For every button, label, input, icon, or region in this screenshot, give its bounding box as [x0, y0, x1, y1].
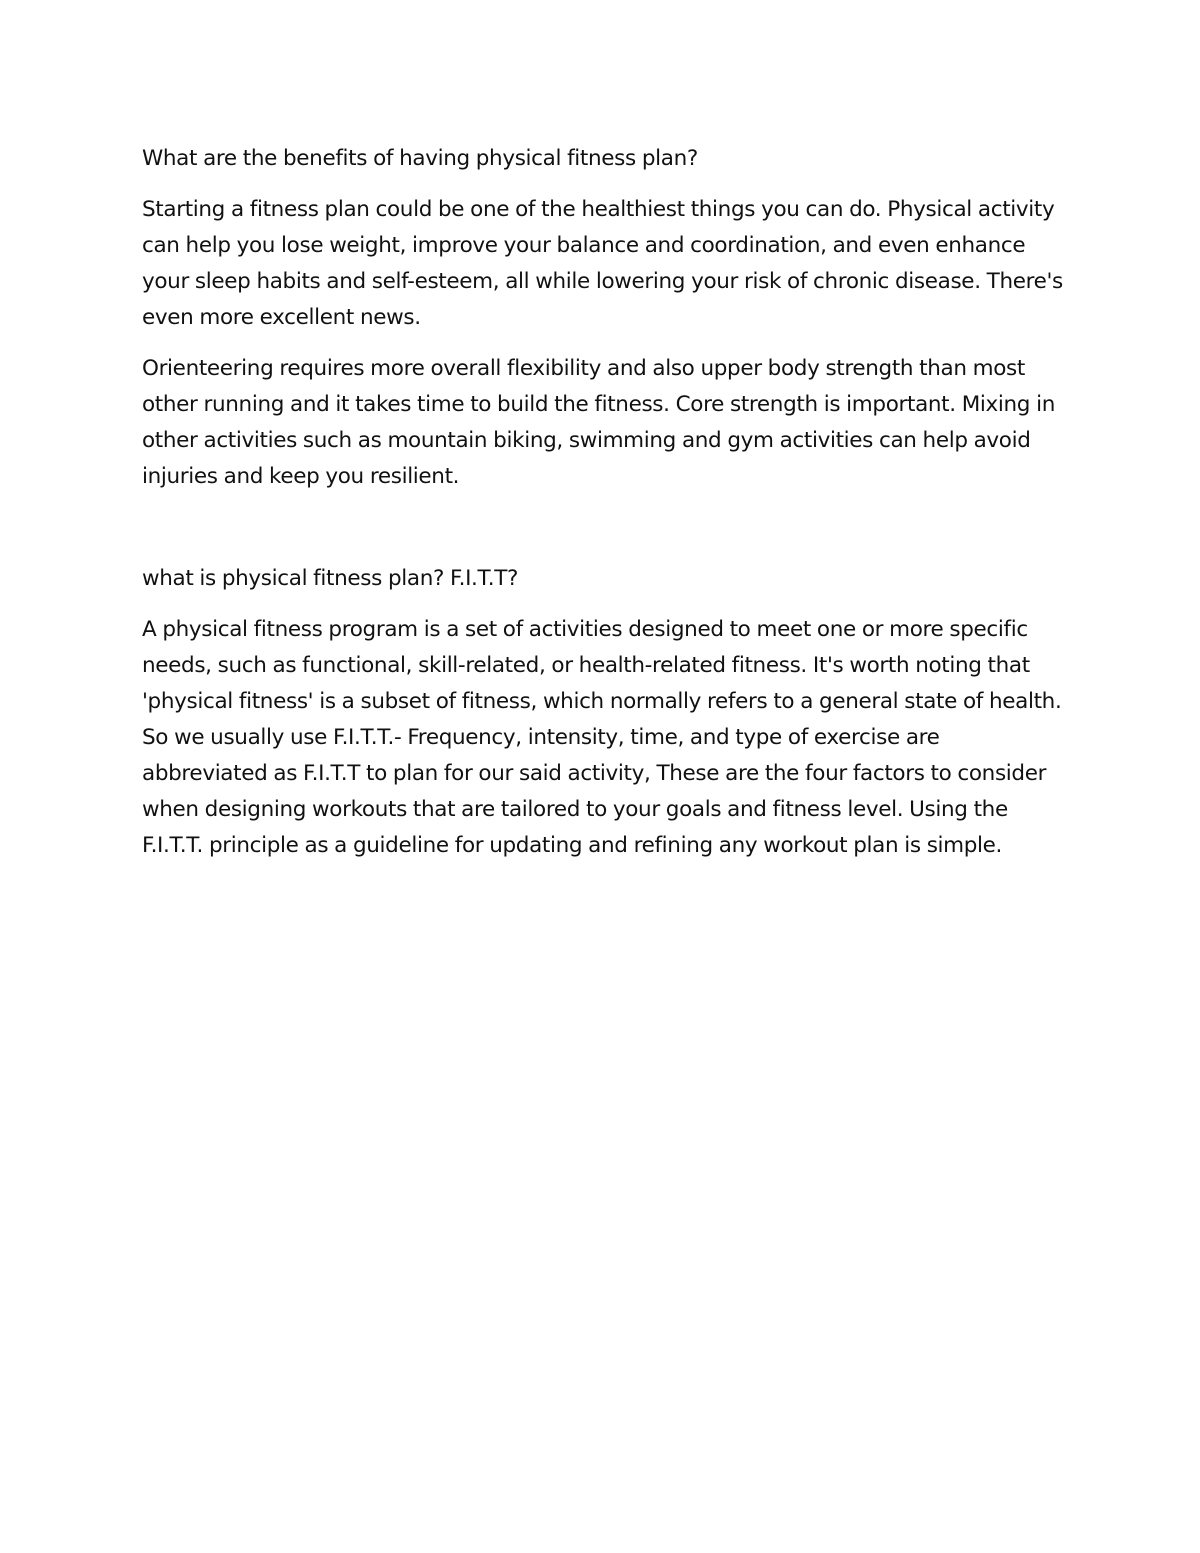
- document-body: [142, 141, 1067, 879]
- section-1-paragraph-2: Orienteering requires more overall flexibility and also upper body strength than most other running and it takes time to build the fitness. Core strength is important. Mixing in other activities such as mountain biking, swimming and gym activities can help avoid injuries and keep you resilient.: [142, 356, 1055, 489]
- section-1-question: What are the benefits of having physical fitness plan?: [142, 146, 698, 171]
- blank-line: [142, 510, 1067, 561]
- section-2-question: what is physical fitness plan? F.I.T.T?: [142, 566, 519, 591]
- section-2-paragraph-1: A physical fitness program is a set of activities designed to meet one or more specific needs, such as functional, skill-related, or health-related fitness. It's worth noting that 'physical fitness' is a subset of fitness, which normally refers to a general state of health. So we usually use F.I.T.T.- Frequency, intensity, time, and type of exercise are abbreviated as F.I.T.T to plan for our said activity, These are the four factors to consider when designing workouts that are tailored to your goals and fitness level. Using the F.I.T.T. principle as a guideline for updating and refining any workout plan is simple.: [142, 617, 1062, 858]
- section-1-paragraph-1: Starting a fitness plan could be one of the healthiest things you can do. Physical activity can help you lose weight, improve your balance and coordination, and even enhance your sleep habits and self-esteem, all while lowering your risk of chronic disease. There's even more excellent news.: [142, 197, 1063, 330]
